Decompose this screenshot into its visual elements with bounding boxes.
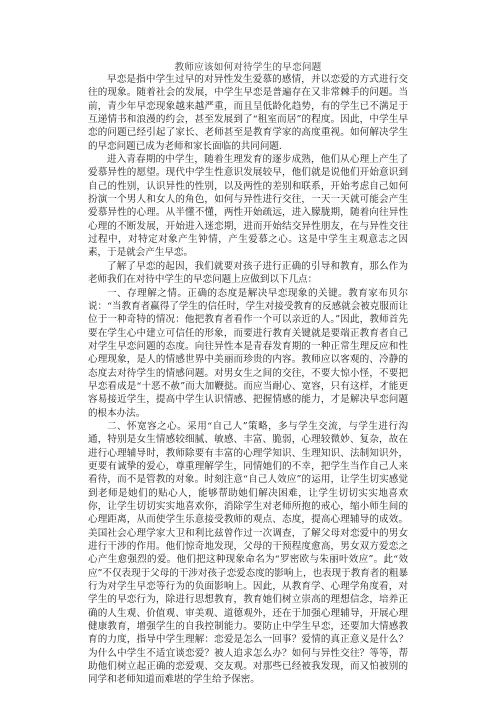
paragraph-point-two: 二、怀宽容之心。采用“自己人”策略，多与学生交流，与学生进行沟通，特别是女生情感较细腻、敏感、丰富、脆弱，心理较微妙、复杂，故在进行心理辅导时，教师除要有丰富的心理学知识、生理知识、法制知识外，更要有诚挚的爱心，尊重理解学生，同情她们的不幸，把学生当作自己人来看待，而不是管教的对象。时刻注意“自己人效应”的运用，让学生切实感觉到老师是她们的贴心人，能够帮助她们解决困难，让学生切切实实地喜欢你，让学生切切实实地喜欢你，消除学生对老师所抱的戒心，缩小师生间的心理距离，从而使学生乐意接受教师的观点、态度，提高心理辅导的成效。美国社会心理学家大卫和利比兹曾作过一次调查，了解父母对恋爱中的男女进行干涉的作用。他们惊奇地发现，父母的干预程度愈高，男女双方爱恋之心产生愈强烈的爱。他们把这种现象命名为“罗密欧与朱丽叶效应”。此“效应”不仅表现于父母的干涉对孩子恋爱态度的影响上，也表现于教育者的粗暴行为对学生早恋等行为的负面影响上。因此，从教育学、心理学角度看，对学生的早恋行为，除进行思想教育，教育她们树立崇高的理想信念，培养正确的人生观、价值观、审美观、道德观外，还在于加强心理辅导，开展心理健康教育，增强学生的自我控制能力。要防止中学生早恋，还要加大情感教育的力度，指导中学生理解：恋爱是怎么一回事？爱情的真正意义是什么？为什么中学生不适宜谈恋爱？被人追求怎么办？如何与异性交往？等等，帮助他们树立起正确的恋爱观、交友观。对那些已经被我发现，而又怕被别的同学和老师知道而难堪的学生给予保密。: [88, 420, 408, 686]
document-title: 教师应该如何对待学生的早恋问题: [174, 62, 322, 73]
paragraph-intro: 早恋是指中学生过早的对异性发生爱慕的感情，并以恋爱的方式进行交往的现象。随着社会的发展，中学生早恋是普遍存在又非常棘手的问题。当前，青少年早恋现象越来越严重，而且呈低龄化趋势，有的学生已不满足于互递情书和浪漫的约会，甚至发展到了“租室而居”的程度。因此，中学生早恋的问题已经引起了家长、老师甚至是教育学家的高度重视。如何解决学生的早恋问题已成为老师和家长面临的共同问题.: [88, 74, 408, 152]
paragraph-causes: 进入青春期的中学生，随着生理发育的逐步成熟，他们从心理上产生了爱慕异性的愿望。现代中学生性意识发展较早，他们就是说他们开始意识到自己的性别，认识异性的性别，以及两性的差别和联系，开始考虑自己如何扮演一个男人和女人的角色，如何与异性进行交往，一天一天就可能会产生爱慕异性的心理。从半懂不懂，两性开始疏远，进入朦胧期，随着向往异性心理的不断发展，开始进入迷恋期，进而开始结交异性朋友，在与异性交往过程中，对特定对象产生钟情，产生爱慕之心。这是中学生主观意志之因素，于是就会产生早恋。: [88, 154, 408, 259]
paragraph-point-one: 一、存理解之情。正确的态度是解决早恋现象的关键。教育家布贝尔说：“当教育者赢得了学生的信任时，学生对接受教育的反感就会被克服而让位于一种奇特的情况：他把教育者看作一个可以亲近的人。”因此，教师首先要在学生心中建立可信任的形象，而要进行教育关键就是要端正教育者自己对学生早恋问题的态度。向往异性本是青春发育期的一种正常生理反应和性心理现象，是人的情感世界中美丽而珍贵的内容。教师应以客观的、冷静的态度去对待学生的情感问题。对男女生之间的交往，不要大惊小怪，不要把早恋看成是“十恶不赦”而大加鞭挞。而应当耐心、宽容，只有这样，才能更容易接近学生，提高中学生认识情感、把握情感的能力，才是解决早恋问题的根本办法。: [88, 287, 408, 419]
paragraph-transition: 了解了早恋的起因，我们就要对孩子进行正确的引导和教育，那么作为老师我们在对待中学生的早恋问题上应做到以下几点：: [88, 260, 408, 286]
document-body: [88, 73, 408, 687]
